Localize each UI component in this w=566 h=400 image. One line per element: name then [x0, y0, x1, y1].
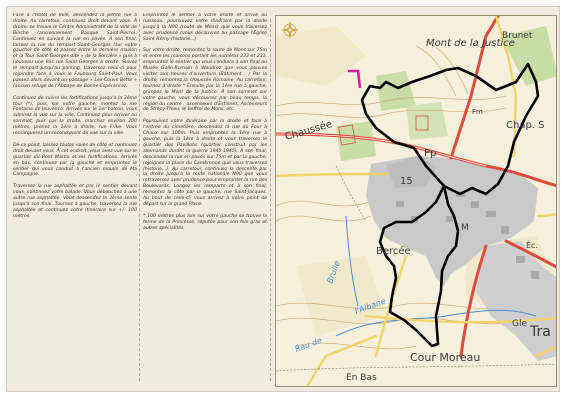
- paragraph: Face à l'Hôtel de Ville, descendez la petite rue à droite. Au carrefour, continuez droit devant vous. À droite, se trouve le Centre Administratif de la ville de Binche (anciennement Banque Saint-Pierre). Continuez en suivant la rue en pavés. À son final, laissez la rue du rempart Saint-Georges (sur votre gauche) de côté et passez entre la dernière maison et la Tour Saint-Georges dite « de la Sorcière » puis à nouveau une fois rue Saint-Georges à droite. Suivez le rempart jusqu'au parking, traversez celui-ci pour rejoindre face à vous le Faubourg Saint-Paul. Vous passez alors devant un passage « Les Couvs Bette » (ancien refuge de l'Abbaye de Bonne-Espérance).: [13, 13, 137, 89]
- paragraph: Continuez de suivre les fortifications jusqu'à la 3ème tour (*), puis, sur votre gauche, montez la rue Fontaine de Jouvence. Arrivés sur le 1er balcon, vous admirez la vue sur la ville. Continuez pour arriver au sommet, puis par la droite, marchez environ 200 mètres, prenez la 1ère à droite, rue Frike. Vous remarquerez un second point de vue sur la ville.: [13, 95, 137, 137]
- paragraph: Poursuivez votre itinéraire par la droite et face à l'entrée du cimetière, descendez la rue du Four à Chaux sur 100m. Puis empruntez la 1ère rue à gauche, puis la 1ère à droite et vous traversez le quartier des Pavillons (quartier construit par les allemands durant la guerre 1940-1945). À son final, descendez la rue en pavés sur 75m et par la gauche, rejoignez la place du Cambronne que vous traversez (historie...). Au carrefour, continuez la descente par la droite jusqu'à la route nationale N90 que vous retraversez avec prudence pour emprunter la rue des Boulevards. Longez les remparts et à son final, remontez la côte par la gauche, rue Saint-Jacques. Au bout de celle-ci, vous arrivez à votre point de départ sur la grand Place.: [143, 119, 267, 207]
- paragraph: Traversez la rue asphaltée et par le sentier devant vous, continuez votre balade. Vous débouchez à une autre rue asphaltée. Vous descendez la 3ème sente jusqu'à son final. Tournez à gauche, traversez la rue asphaltée et continuez votre itinéraire sur +/- 100 mètres.: [13, 184, 137, 219]
- map-label: Bercée: [376, 246, 411, 257]
- map-canvas[interactable]: [276, 16, 557, 387]
- route-map[interactable]: [275, 15, 557, 387]
- map-label: Mont de la Justice: [426, 38, 515, 49]
- forest-area: [406, 102, 448, 140]
- paragraph: De ce point, laissez toutes voies de côté et continuez droit devant vous. À cet endroit, vous avez vue sur le quartier du Pont Martin et les fortifications. Arrivés en bas, continuez par la gauche et empruntez le sentier qui vous conduit à l'ancien moulin de Ma Campagne.: [13, 142, 137, 178]
- map-label: Pp: [424, 148, 437, 159]
- map-label: l'Albane: [353, 296, 387, 316]
- map-label: 15: [400, 176, 413, 187]
- map-label: Chap. S: [506, 120, 545, 131]
- map-label: Gle: [512, 319, 528, 329]
- column-divider: [270, 19, 271, 381]
- map-label: Brunet: [502, 31, 533, 41]
- text-column-right: [143, 13, 267, 387]
- column-divider: [139, 19, 140, 381]
- map-label: Cour Moreau: [410, 351, 481, 364]
- text-column-left: [13, 13, 137, 387]
- paragraph: * 100 mètres plus loin sur votre gauche se trouve la ferme de la Princesse, réputée pour son foie gras et autres spécialités.: [143, 213, 267, 231]
- map-label: M: [461, 223, 469, 233]
- map-label: En Bas: [346, 373, 377, 383]
- guide-page: [6, 6, 560, 392]
- map-label: Brulle: [325, 259, 342, 285]
- map-label: Chaussée: [283, 118, 334, 143]
- map-label: Rau de: [293, 335, 324, 354]
- map-label: Éc.: [526, 241, 538, 250]
- map-label: Fm: [472, 108, 483, 116]
- paragraph: Empruntez le sentier à votre droite et arrivé au ruisseau, poursuivez votre itinéraire par la droite jusqu'à la N90 (route de Mons) que vous traversez avec prudence (vous découvrez au passage l'Église Saint-Rémy (historie...): [143, 13, 267, 42]
- map-label: Tra: [530, 324, 551, 340]
- paragraph: Sur votre droite, remontez la route de Mons sur 75m et entre les maisons portant les numéros 233 et 231, empruntez le sentier qui vous conduira à son final au Musée Gallo-Romain à Waudrez que vous pouvez visiter aux heures d'ouverture (Bâtiment : ) Par la droite, remontez la chaussée Romaine. Au carrefour, tournez à droite * Ensuite par la 1ère rue à gauche, grimpez le Mont de la Justice. À son sommet sur votre gauche, vous découvrez par beau temps, la région du centre : ascenseurs d'Estinnes, Ascenseurs de Strepy-Thieu, le beffroi de Mons, etc.: [143, 48, 267, 113]
